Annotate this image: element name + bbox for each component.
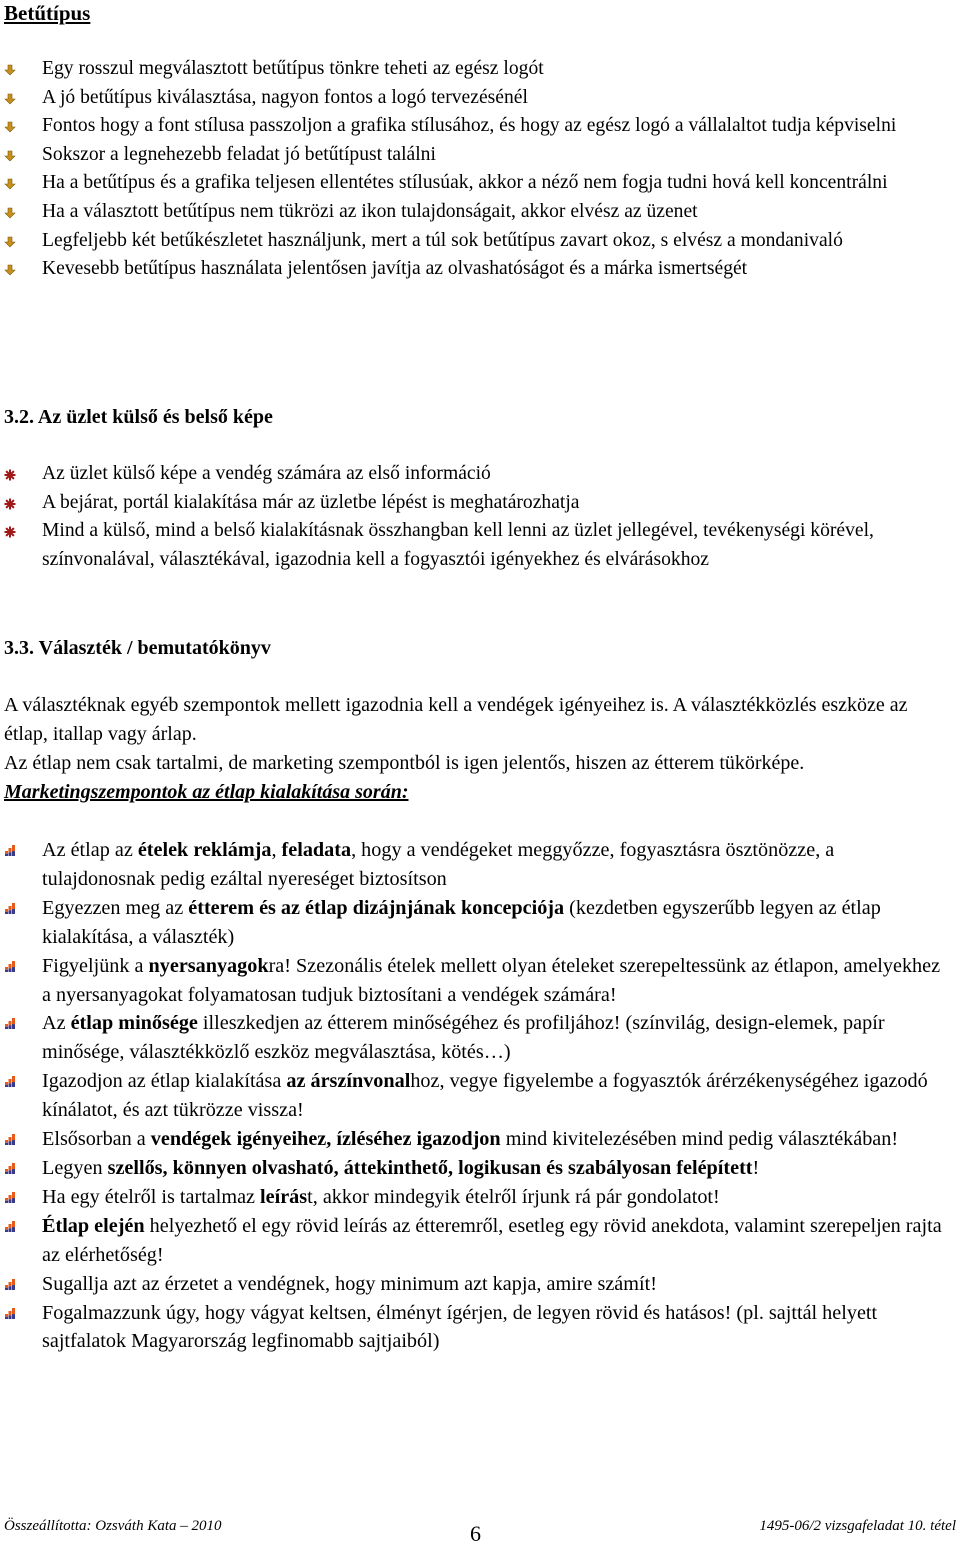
- emphasis-text: étlap minősége: [70, 1012, 198, 1035]
- list-item-text: Az étlap az: [42, 839, 138, 861]
- list-item-text: Legyen: [42, 1156, 108, 1179]
- bars-bullet-icon: [4, 1075, 16, 1087]
- bars-bullet-icon: [4, 960, 16, 972]
- list-item-text: (kezdetben egyszerűbb legyen az étlap kialakítása, a választék): [42, 896, 881, 948]
- star-bullet-icon: [4, 498, 16, 510]
- list-item-text: Sokszor a legnehezebb feladat jó betűtípust találni: [42, 143, 436, 165]
- list-item-text: Fontos hogy a font stílusa passzoljon a grafika stílusához, és hogy az egész logó a vállalaltot tudja képviselni: [42, 115, 897, 137]
- list-item-text: mind kivitelezésében mind pedig választékában!: [500, 1128, 899, 1151]
- list-item-text: Figyeljünk a: [42, 954, 149, 977]
- arrow-bullet-icon: [4, 264, 16, 276]
- arrow-bullet-icon: [4, 93, 16, 105]
- list-item-text: Egyezzen meg az: [42, 896, 189, 919]
- bars-bullet-icon: [4, 1220, 16, 1232]
- emphasis-text: az árszínvonal: [286, 1070, 411, 1093]
- list-item: [0, 55, 960, 84]
- emphasis-text: nyersanyagok: [148, 954, 269, 977]
- footer-exam-reference: 1495-06/2 vizsgafeladat 10. tétel: [759, 1518, 956, 1534]
- bars-bullet-icon: [4, 1133, 16, 1145]
- list-item: [0, 952, 960, 1010]
- list-item-text: Ha a választott betűtípus nem tükrözi az ikon tulajdonságait, akkor elvész az üzenet: [42, 200, 698, 222]
- bars-bullet-icon: [4, 1191, 16, 1203]
- list-item: [0, 112, 960, 141]
- list-item-text: Mind a külső, mind a belső kialakításnak összhangban kell lenni az üzlet jellegével, tevékenységi körével, színvonalával, választékával, igazodnia kell a fogyasztói igényekhez és elvárásokhoz: [42, 520, 874, 570]
- bars-bullet-icon: [4, 1278, 16, 1290]
- list-item: [0, 894, 960, 952]
- list-item-text: Az: [42, 1012, 71, 1035]
- list-item-text: A jó betűtípus kiválasztása, nagyon fontos a logó tervezésénél: [42, 86, 528, 108]
- list-item-text: Egy rosszul megválasztott betűtípus tönkre teheti az egész logót: [42, 58, 544, 79]
- paragraph-etlap-text: Az étlap nem csak tartalmi, de marketing szempontból is igen jelentős, hiszen az étterem tükörképe.: [4, 752, 805, 774]
- list-item: [0, 169, 960, 198]
- emphasis-text: leírás: [260, 1185, 308, 1208]
- list-item-text: Ha a betűtípus és a grafika teljesen ellentétes stílusúak, akkor a néző nem fogja tudni hová kell koncentrálni: [42, 172, 888, 194]
- list-item: [0, 1212, 960, 1270]
- list-item-text: Legfeljebb két betűkészletet használjunk, mert a túl sok betűtípus zavart okoz, s elvész a mondanivaló: [42, 229, 843, 251]
- emphasis-text: szellős, könnyen olvasható, áttekinthető, logikusan és szabályosan felépített: [107, 1156, 753, 1179]
- emphasis-text: ételek reklámja: [137, 839, 272, 861]
- list-item: [0, 1125, 960, 1154]
- bars-bullet-icon: [4, 1162, 16, 1174]
- heading-uzlet-kepe: 3.2. Az üzlet külső és belső képe: [4, 406, 273, 428]
- list-item-text: Kevesebb betűtípus használata jelentősen javítja az olvashatóságot és a márka ismertségét: [42, 258, 748, 280]
- list-item: [0, 1009, 960, 1067]
- paragraph-valasztek: A választéknak egyéb szempontok mellett igazodnia kell a vendégek igényeihez is. A választékközlés eszköze az étlap, itallap vagy árlap.: [4, 694, 908, 745]
- heading-valasztek: 3.3. Választék / bemutatókönyv: [4, 637, 271, 659]
- list-item: [0, 836, 960, 894]
- bars-bullet-icon: [4, 1307, 16, 1319]
- list-item: [0, 1299, 960, 1357]
- list-item-text: illeszkedjen az étterem minőségéhez és profiljához! (színvilág, design-elemek, papír minősége, választékközlő eszköz megválasztása, kötés…): [42, 1012, 885, 1064]
- arrow-bullet-icon: [4, 150, 16, 162]
- list-item-text: ,: [271, 839, 282, 861]
- marketing-list: [0, 836, 960, 1356]
- list-item-text: !: [752, 1156, 760, 1179]
- bars-bullet-icon: [4, 902, 16, 914]
- list-item: [0, 1067, 960, 1125]
- section-title-betutipus: Betűtípus: [4, 1, 91, 25]
- star-bullet-icon: [4, 469, 16, 481]
- list-item-text: helyezhető el egy rövid leírás az étteremről, esetleg egy rövid anekdota, valamint szerepeljen rajta az elérhetőség!: [42, 1214, 942, 1266]
- list-item: [0, 517, 960, 574]
- list-item: [0, 198, 960, 227]
- list-item-text: Ha egy ételről is tartalmaz: [42, 1185, 261, 1208]
- list-item-text: Igazodjon az étlap kialakítása: [42, 1070, 287, 1093]
- emphasis-text: vendégek igényeihez, ízléséhez igazodjon: [150, 1128, 501, 1151]
- bars-bullet-icon: [4, 1017, 16, 1029]
- marketing-subheading: Marketingszempontok az étlap kialakítása során:: [4, 781, 409, 803]
- arrow-bullet-icon: [4, 178, 16, 190]
- list-item-text: Elsősorban a: [42, 1128, 151, 1151]
- list-item: [0, 84, 960, 113]
- list-item-text: ra! Szezonális ételek mellett olyan ételeket szerepeltessünk az étlapon, amelyekhez a nyersanyagokat folyamatosan tudjuk biztosítani a vendégek számára!: [42, 954, 941, 1006]
- list-item: [0, 141, 960, 170]
- list-item-text: A bejárat, portál kialakítása már az üzletbe lépést is meghatározhatja: [42, 491, 580, 513]
- list-item-text: , hogy a vendégeket meggyőzze, fogyasztásra ösztönözze, a tulajdonosnak pedig ezáltal nyereséget biztosítson: [42, 839, 835, 890]
- emphasis-text: feladata: [281, 839, 352, 861]
- list-item: [0, 1270, 960, 1299]
- paragraph-etlap: [4, 749, 944, 807]
- footer-author: Összeállította: Ozsváth Kata – 2010: [4, 1518, 222, 1534]
- arrow-bullet-icon: [4, 207, 16, 219]
- list-item-text: t, akkor mindegyik ételről írjunk rá pár gondolatot!: [307, 1185, 720, 1208]
- list-item-text: Az üzlet külső képe a vendég számára az első információ: [42, 463, 491, 484]
- list-item: [0, 460, 960, 489]
- list-item-text: Fogalmazzunk úgy, hogy vágyat keltsen, élményt ígérjen, de legyen rövid és hatásos! (pl. sajttál helyett sajtfalatok Magyarország legfinomabb sajtjaiból): [42, 1301, 878, 1353]
- list-item: [0, 255, 960, 284]
- list-item-text: hoz, vegye figyelembe a fogyasztók árérzékenységéhez igazodó kínálatot, és azt tükrözze vissza!: [42, 1070, 928, 1122]
- arrow-bullet-icon: [4, 64, 16, 76]
- list-item: [0, 1183, 960, 1212]
- arrow-bullet-icon: [4, 121, 16, 133]
- list-item: [0, 227, 960, 256]
- uzlet-kepe-list: [0, 460, 960, 574]
- list-item: [0, 489, 960, 518]
- star-bullet-icon: [4, 526, 16, 538]
- betutipus-list: [0, 55, 960, 284]
- arrow-bullet-icon: [4, 236, 16, 248]
- list-item: [0, 1154, 960, 1183]
- bars-bullet-icon: [4, 844, 16, 856]
- page-number: 6: [470, 1521, 481, 1546]
- emphasis-text: étterem és az étlap dizájnjának koncepciója: [188, 896, 565, 919]
- list-item-text: Sugallja azt az érzetet a vendégnek, hogy minimum azt kapja, amire számít!: [42, 1272, 657, 1295]
- emphasis-text: Étlap elején: [42, 1214, 145, 1237]
